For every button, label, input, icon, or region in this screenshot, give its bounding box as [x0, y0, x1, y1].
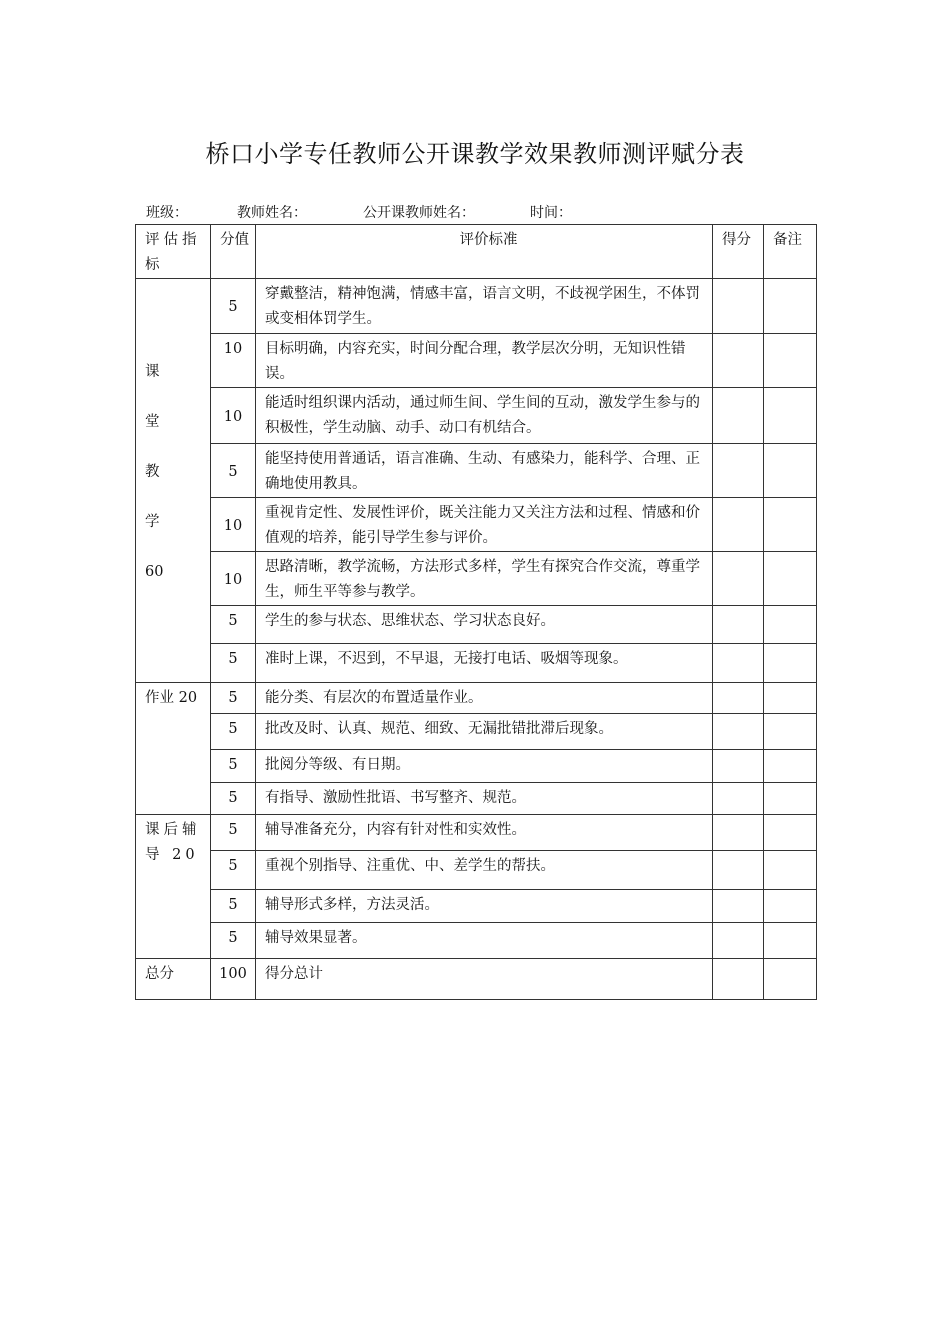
score-cell: 5	[211, 279, 256, 334]
page-title: 桥口小学专任教师公开课教学效果教师测评赋分表	[205, 140, 745, 168]
standard-cell: 辅导效果显著。	[256, 923, 713, 959]
standard-cell: 能分类、有层次的布置适量作业。	[256, 683, 713, 714]
earned-cell[interactable]	[713, 783, 764, 815]
total-standard-cell: 得分总计	[256, 959, 713, 1000]
earned-cell[interactable]	[713, 923, 764, 959]
standard-cell: 批改及时、认真、规范、细致、无漏批错批滞后现象。	[256, 714, 713, 750]
score-cell: 10	[211, 388, 256, 444]
standard-cell: 能坚持使用普通话，语言准确、生动、有感染力，能科学、合理、正确地使用教具。	[256, 444, 713, 498]
table-row	[136, 279, 817, 334]
header-score: 分值	[211, 225, 256, 279]
table-row	[136, 783, 817, 815]
total-row	[136, 959, 817, 1000]
earned-cell[interactable]	[713, 606, 764, 644]
score-cell: 5	[211, 606, 256, 644]
header-earned: 得分	[713, 225, 764, 279]
earned-cell[interactable]	[713, 750, 764, 783]
earned-cell[interactable]	[713, 959, 764, 1000]
score-cell: 5	[211, 923, 256, 959]
remark-cell[interactable]	[764, 959, 817, 1000]
earned-cell[interactable]	[713, 552, 764, 606]
score-cell: 5	[211, 890, 256, 923]
earned-cell[interactable]	[713, 851, 764, 890]
earned-cell[interactable]	[713, 683, 764, 714]
standard-cell: 重视个别指导、注重优、中、差学生的帮扶。	[256, 851, 713, 890]
earned-cell[interactable]	[713, 714, 764, 750]
table-row	[136, 815, 817, 851]
remark-cell[interactable]	[764, 552, 817, 606]
earned-cell[interactable]	[713, 444, 764, 498]
remark-cell[interactable]	[764, 890, 817, 923]
earned-cell[interactable]	[713, 334, 764, 388]
header-standard: 评价标准	[256, 225, 713, 279]
remark-cell[interactable]	[764, 750, 817, 783]
remark-cell[interactable]	[764, 923, 817, 959]
header-remark: 备注	[764, 225, 817, 279]
remark-cell[interactable]	[764, 606, 817, 644]
remark-cell[interactable]	[764, 815, 817, 851]
remark-cell[interactable]	[764, 783, 817, 815]
standard-cell: 准时上课，不迟到，不早退，无接打电话、吸烟等现象。	[256, 644, 713, 683]
score-cell: 5	[211, 644, 256, 683]
category-homework: 作业 20	[136, 683, 211, 815]
earned-cell[interactable]	[713, 890, 764, 923]
remark-cell[interactable]	[764, 714, 817, 750]
evaluation-table	[135, 224, 817, 1000]
earned-cell[interactable]	[713, 498, 764, 552]
table-row	[136, 334, 817, 388]
table-row	[136, 851, 817, 890]
table-row	[136, 498, 817, 552]
table-row	[136, 644, 817, 683]
standard-cell: 辅导准备充分，内容有针对性和实效性。	[256, 815, 713, 851]
table-row	[136, 552, 817, 606]
table-row	[136, 750, 817, 783]
earned-cell[interactable]	[713, 388, 764, 444]
table-row	[136, 923, 817, 959]
remark-cell[interactable]	[764, 388, 817, 444]
earned-cell[interactable]	[713, 815, 764, 851]
table-row	[136, 890, 817, 923]
score-cell: 5	[211, 783, 256, 815]
class-label: 班级：	[146, 205, 188, 221]
earned-cell[interactable]	[713, 644, 764, 683]
table-row	[136, 388, 817, 444]
score-cell: 10	[211, 498, 256, 552]
score-cell: 10	[211, 552, 256, 606]
score-cell: 5	[211, 444, 256, 498]
standard-cell: 批阅分等级、有日期。	[256, 750, 713, 783]
remark-cell[interactable]	[764, 498, 817, 552]
score-cell: 5	[211, 714, 256, 750]
standard-cell: 能适时组织课内活动，通过师生间、学生间的互动，激发学生参与的积极性，学生动脑、动手、动口有机结合。	[256, 388, 713, 444]
teacher-name-label: 教师姓名：	[237, 205, 307, 221]
remark-cell[interactable]	[764, 683, 817, 714]
score-cell: 5	[211, 851, 256, 890]
remark-cell[interactable]	[764, 334, 817, 388]
remark-cell[interactable]	[764, 644, 817, 683]
score-cell: 5	[211, 750, 256, 783]
standard-cell: 思路清晰，教学流畅，方法形式多样，学生有探究合作交流，尊重学生，师生平等参与教学。	[256, 552, 713, 606]
table-row	[136, 444, 817, 498]
header-indicator: 评估指标	[136, 225, 211, 279]
table-row	[136, 714, 817, 750]
open-class-teacher-label: 公开课教师姓名：	[363, 205, 475, 221]
earned-cell[interactable]	[713, 279, 764, 334]
standard-cell: 有指导、激励性批语、书写整齐、规范。	[256, 783, 713, 815]
score-cell: 5	[211, 815, 256, 851]
score-cell: 5	[211, 683, 256, 714]
standard-cell: 穿戴整洁，精神饱满，情感丰富，语言文明，不歧视学困生，不体罚或变相体罚学生。	[256, 279, 713, 334]
standard-cell: 目标明确，内容充实，时间分配合理，教学层次分明，无知识性错误。	[256, 334, 713, 388]
category-tutoring: 课后辅导 20	[136, 815, 211, 959]
standard-cell: 重视肯定性、发展性评价，既关注能力又关注方法和过程、情感和价值观的培养，能引导学生参与评价。	[256, 498, 713, 552]
category-classroom: 课 堂 教 学 60	[136, 279, 211, 683]
standard-cell: 学生的参与状态、思维状态、学习状态良好。	[256, 606, 713, 644]
total-score-cell: 100	[211, 959, 256, 1000]
remark-cell[interactable]	[764, 279, 817, 334]
table-row	[136, 683, 817, 714]
remark-cell[interactable]	[764, 851, 817, 890]
time-label: 时间：	[530, 205, 572, 221]
category-total: 总分	[136, 959, 211, 1000]
table-row	[136, 606, 817, 644]
remark-cell[interactable]	[764, 444, 817, 498]
score-cell: 10	[211, 334, 256, 388]
standard-cell: 辅导形式多样，方法灵活。	[256, 890, 713, 923]
header-row	[136, 225, 817, 279]
